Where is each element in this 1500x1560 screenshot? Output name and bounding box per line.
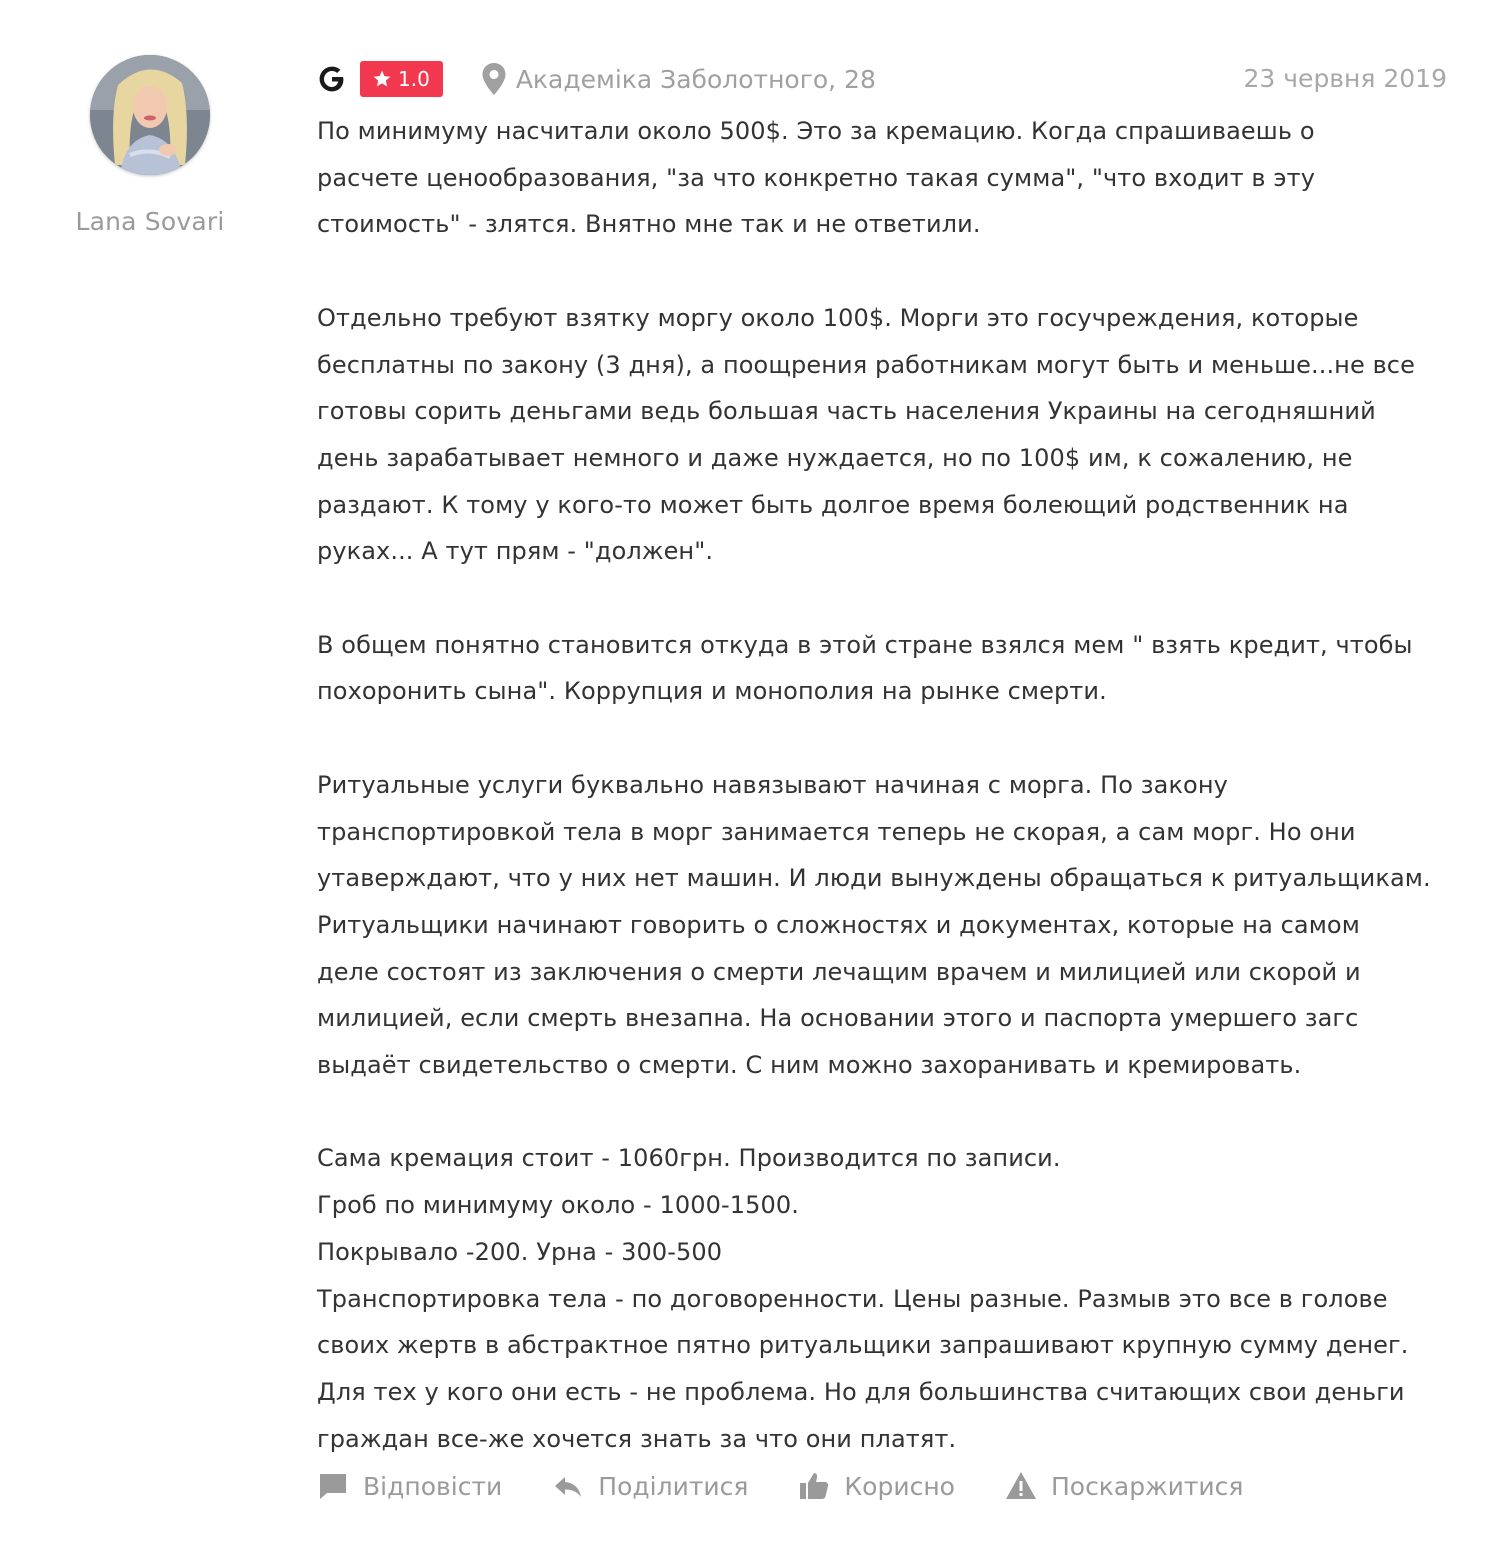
author-name[interactable]: Lana Sovari — [75, 207, 225, 236]
thumbs-up-icon — [798, 1470, 830, 1502]
review-actions — [317, 1470, 1293, 1502]
report-button[interactable] — [1005, 1470, 1244, 1502]
review-date: 23 червня 2019 — [1243, 64, 1447, 93]
avatar[interactable] — [90, 55, 210, 175]
avatar-image — [90, 55, 210, 175]
reply-button[interactable] — [317, 1470, 502, 1502]
star-icon — [372, 69, 392, 89]
review-text: По минимуму насчитали около 500$. Это за кремацию. Когда спрашиваешь о расчете ценообразования, "за что конкретно такая сумма", "что входит в эту стоимость" - злятся. Внятно мне так и не ответили. Отдельно требуют взятку моргу около 100$. Морги это госучреждения, которые бесплатны по закону (3 дня), а поощрения работникам могут быть и меньше...не все готовы сорить деньгами ведь большая часть населения Украины на сегодняшний день зарабатывает немного и даже нуждается, но по 100$ им, к сожалению, не раздают. К тому у кого-то может быть долгое время болеющий родственник на руках... А тут прям - "должен". В общем понятно становится откуда в этой стране взялся мем " взять кредит, чтобы похоронить сына". Коррупция и монополия на рынке смерти. Ритуальные услуги буквально навязывают начиная с морга. По закону транспортировкой тела в морг занимается теперь не скорая, а сам морг. Но они утаверждают, что у них нет машин. И люди вынуждены обращаться к ритуальщикам. Ритуальщики начинают говорить о сложностях и документах, которые на самом деле состоят из заключения о смерти лечащим врачем и милицией или скорой и милицией, если смерть внезапна. На основании этого и паспорта умершего загс выдаёт свидетельство о смерти. С ним можно захоранивать и кремировать. Сама кремация стоит - 1060грн. Производится по записи. Гроб по минимуму около - 1000-1500. Покрывало -200. Урна - 300-500 Транспортировка тела - по договоренности. Цены разные. Размыв это все в голове своих жертв в абстрактное пятно ритуальщики запрашивают крупную сумму денег. Для тех у кого они есть - не проблема. Но для большинства считающих свои деньги граждан все-же хочется знать за что они платят. — [317, 117, 1431, 1453]
google-g-icon — [317, 64, 347, 94]
rating-value: 1.0 — [398, 67, 430, 91]
useful-button[interactable] — [798, 1470, 955, 1502]
review-meta — [317, 58, 1447, 100]
review-author — [60, 55, 240, 236]
share-arrow-icon — [552, 1470, 584, 1502]
location-pin-icon — [481, 62, 507, 96]
useful-label: Корисно — [844, 1471, 955, 1501]
warning-icon — [1005, 1470, 1037, 1502]
report-label: Поскаржитися — [1050, 1471, 1244, 1501]
location-label: Академіка Заболотного, 28 — [515, 64, 876, 94]
reply-label: Відповісти — [363, 1471, 503, 1501]
share-button[interactable] — [552, 1470, 748, 1502]
review-card — [317, 58, 1447, 1462]
share-label: Поділитися — [598, 1471, 749, 1501]
rating-badge — [360, 61, 443, 97]
comment-icon — [317, 1470, 349, 1502]
review-location[interactable] — [481, 62, 876, 96]
